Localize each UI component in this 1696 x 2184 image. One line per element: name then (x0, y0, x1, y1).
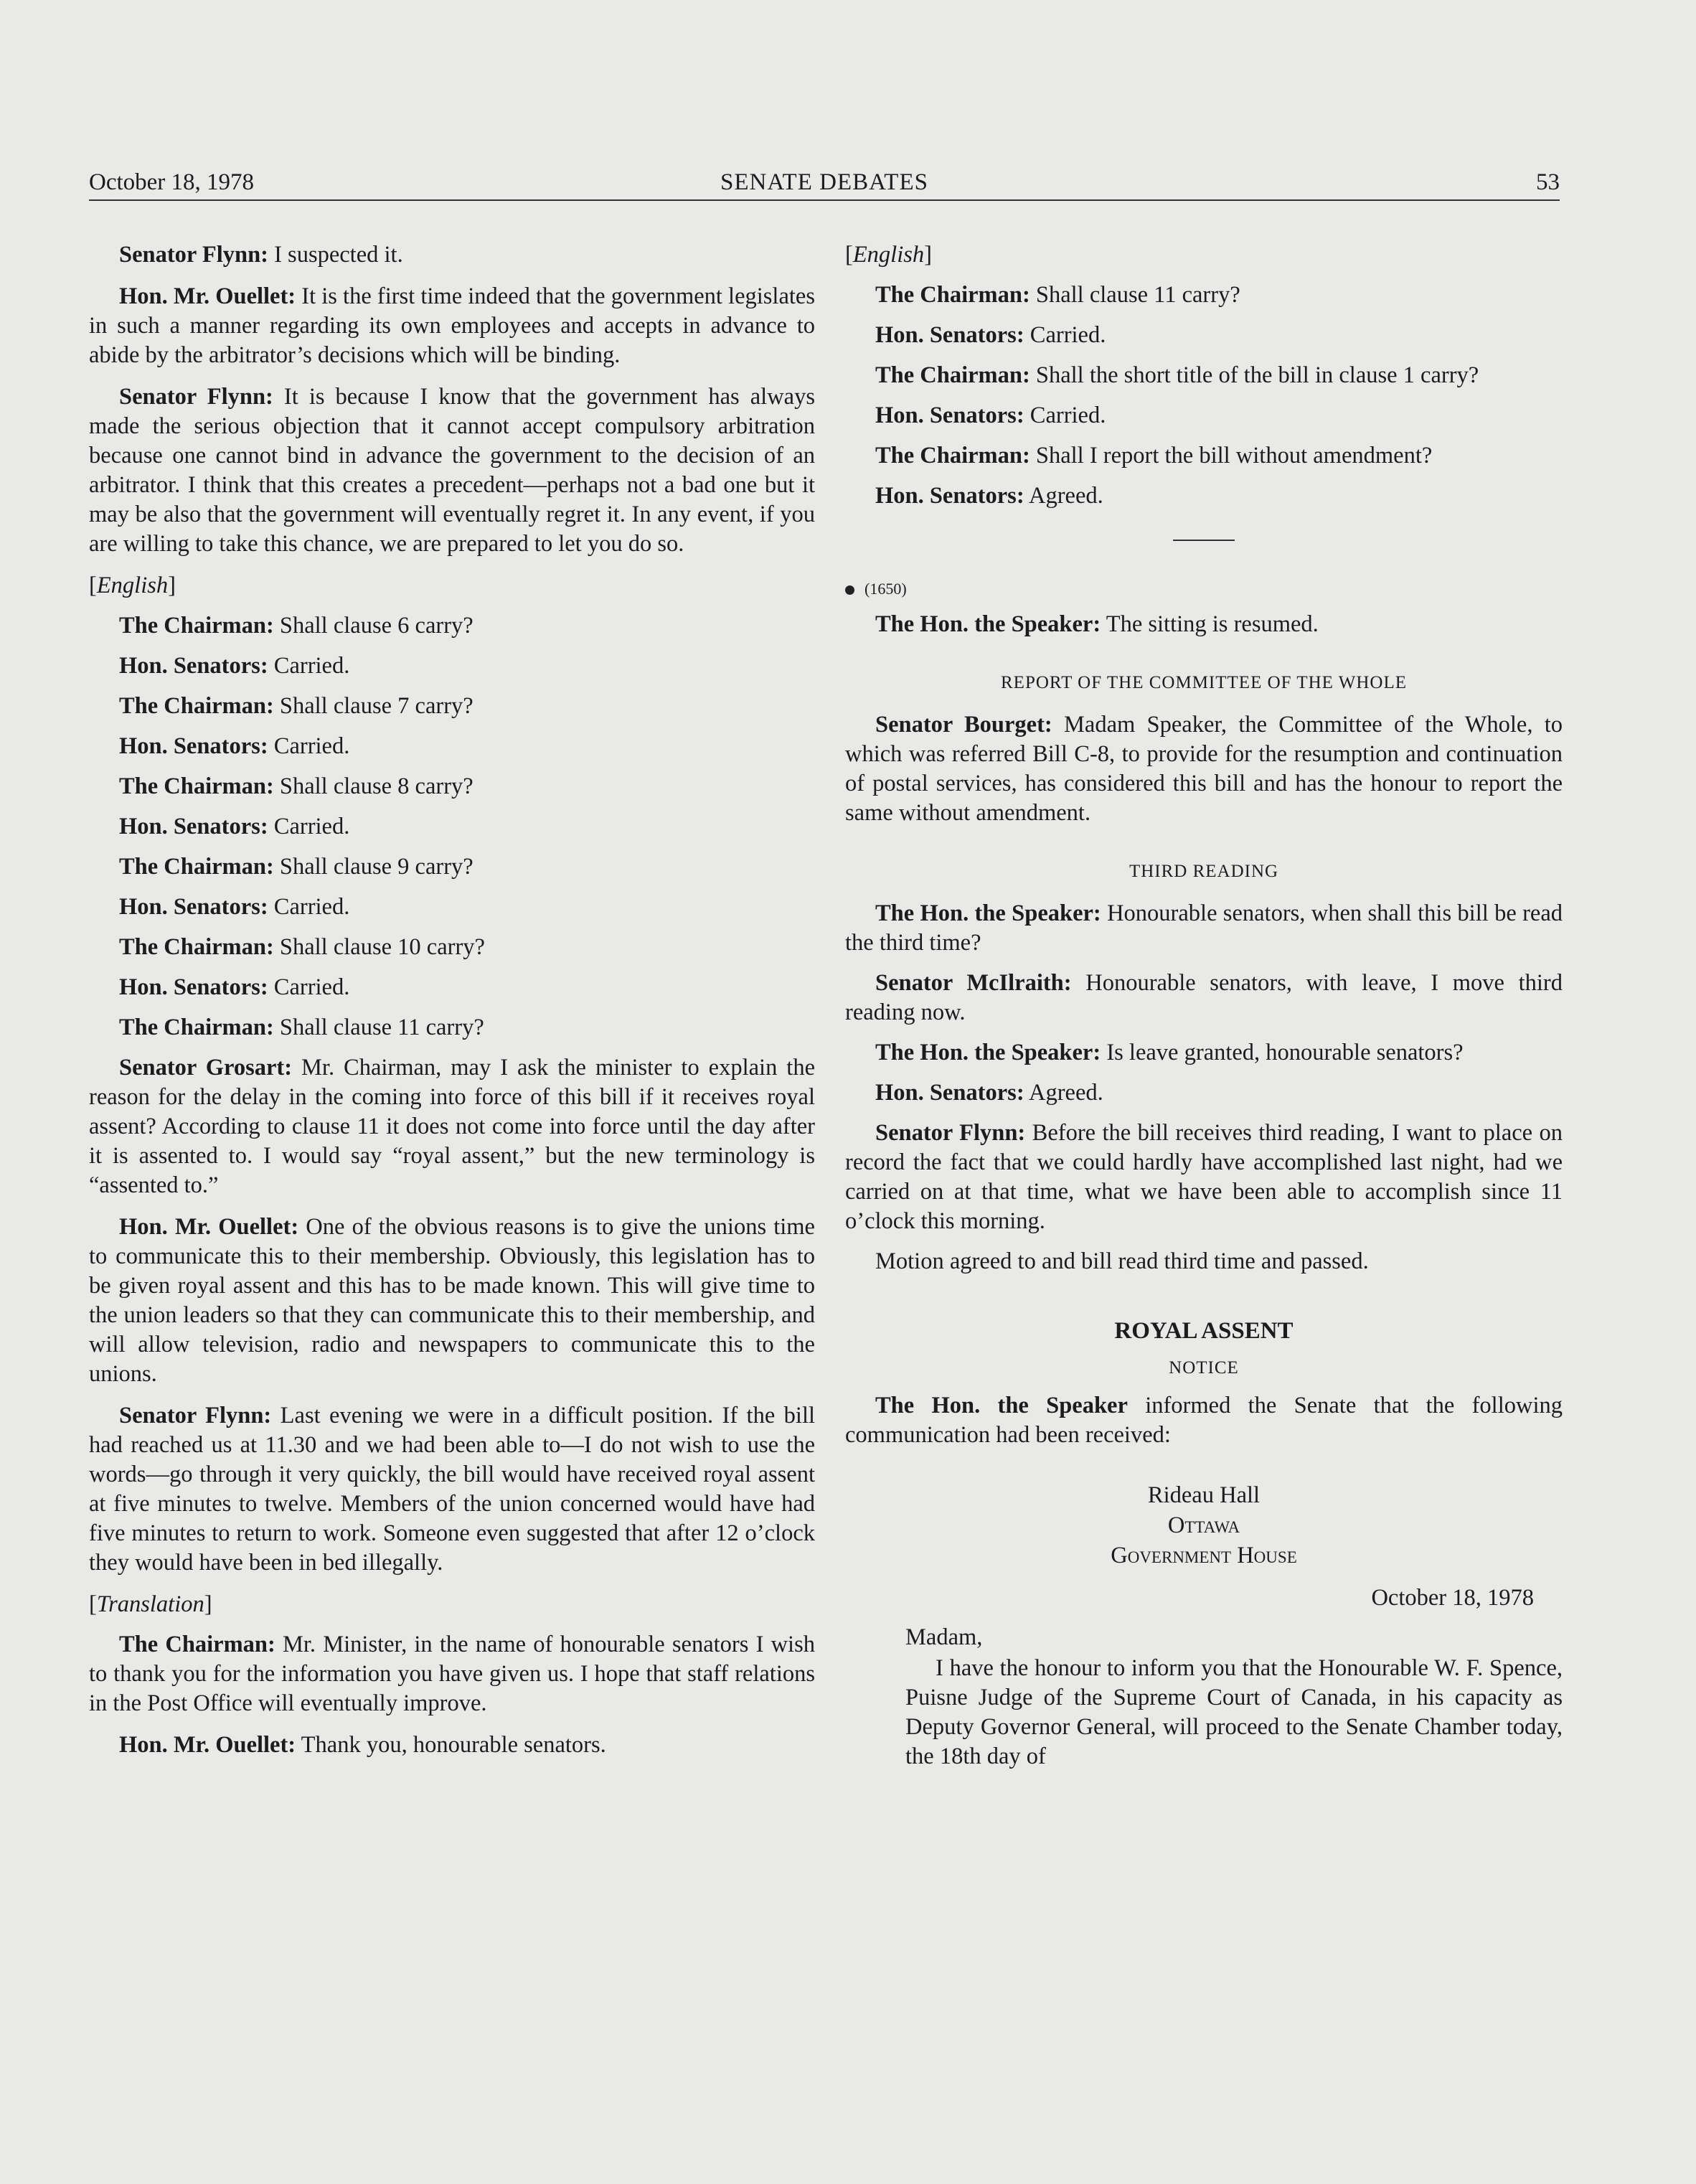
speech: Hon. Senators: Carried. (875, 322, 1106, 348)
speech: The Chairman: Shall clause 7 carry? (119, 693, 474, 719)
bullet-icon (845, 585, 854, 595)
speech: Hon. Senators: Carried. (119, 894, 350, 920)
speech: Hon. Mr. Ouellet: Thank you, honourable senators. (119, 1732, 606, 1758)
speech: The Hon. the Speaker: Honourable senators, when shall this bill be read the third time? (845, 900, 1563, 956)
speech: The Chairman: Shall I report the bill without amendment? (875, 443, 1433, 469)
letter-text: I have the honour to inform you that the Honourable W. F. Spence, Puisne Judge of the Supreme Court of Canada, in his capacity as Deputy Governor General, will proceed to the Senate Chamber today, the 18th day of (905, 1655, 1563, 1769)
speech: The Chairman: Shall clause 11 carry? (119, 1015, 484, 1040)
header-date: October 18, 1978 (89, 169, 255, 195)
speech: Hon. Senators: Carried. (119, 814, 350, 839)
section-divider (1173, 540, 1235, 541)
language-marker: [English] (89, 573, 176, 598)
speech: Hon. Senators: Carried. (119, 974, 350, 1000)
speech: The Hon. the Speaker: The sitting is resumed. (875, 611, 1319, 637)
speech: The Chairman: Mr. Minister, in the name of honourable senators I wish to thank you for the information you have given us. I hope that staff relations in the Post Office will eventually improve. (89, 1632, 815, 1716)
speech: Hon. Senators: Carried. (119, 653, 350, 679)
speech: Senator Grosart: Mr. Chairman, may I ask the minister to explain the reason for the delay in the coming into force of this bill if it receives royal assent? According to clause 11 it does not come into force until the day after it is assented to. I would say “royal assent,” but the new terminology is “assented to.” (89, 1055, 815, 1198)
speech: Senator Flynn: Before the bill receives third reading, I want to place on record the fact that we could hardly have accomplished last night, had we carried on at that time, what we have been able to accomplish since 11 o’clock this morning. (845, 1120, 1563, 1234)
royal-assent-heading: ROYAL ASSENT (1114, 1318, 1294, 1344)
left-column (89, 240, 815, 1772)
speech: The Chairman: Shall clause 8 carry? (119, 773, 474, 799)
third-reading-heading: THIRD READING (1129, 862, 1279, 881)
speech: Hon. Senators: Agreed. (875, 1080, 1103, 1106)
speech: The Chairman: Shall clause 10 carry? (119, 934, 485, 960)
speech: Hon. Senators: Carried. (875, 403, 1106, 428)
speech: Senator Flynn: It is because I know that the government has always made the serious objection that it cannot accept compulsory arbitration because one cannot bind in advance the government to the decision of an arbitrator. I think that this creates a precedent—perhaps not a bad one but it may be also that the government will eventually regret it. In any event, if you are willing to take this chance, we are prepared to let you do so. (89, 384, 815, 557)
letter-place: Rideau Hall (1147, 1482, 1261, 1508)
speech: Hon. Senators: Agreed. (875, 483, 1103, 509)
speech: The Chairman: Shall the short title of the bill in clause 1 carry? (875, 362, 1479, 388)
language-marker: [Translation] (89, 1591, 212, 1617)
language-marker: [English] (845, 242, 932, 268)
speech: The Chairman: Shall clause 9 carry? (119, 854, 474, 880)
speech: Senator Bourget: Madam Speaker, the Committee of the Whole, to which was referred Bill C-8, to provide for the resumption and continuation of postal services, has considered this bill and has the honour to report the same without amendment. (845, 712, 1563, 826)
speech: The Hon. the Speaker: Is leave granted, honourable senators? (875, 1040, 1464, 1065)
time-marker: (1650) (845, 578, 1563, 600)
speech: The Hon. the Speaker informed the Senate that the following communication had been received: (845, 1393, 1563, 1448)
speech: Hon. Mr. Ouellet: It is the first time indeed that the government legislates in such a manner regarding its own employees and accepts in advance to abide by the arbitrator’s decisions which will be binding. (89, 283, 815, 368)
letter-body (905, 1623, 1563, 1771)
motion-text: Motion agreed to and bill read third time and passed. (875, 1248, 1369, 1274)
letter-address (845, 1480, 1563, 1571)
speech: Senator McIlraith: Honourable senators, with leave, I move third reading now. (845, 970, 1563, 1025)
right-column (845, 240, 1563, 1771)
header-title: SENATE DEBATES (720, 169, 928, 195)
report-heading: REPORT OF THE COMMITTEE OF THE WHOLE (1001, 673, 1407, 692)
speech: Hon. Senators: Carried. (119, 733, 350, 759)
notice-heading: NOTICE (1169, 1358, 1239, 1378)
page-number: 53 (1536, 169, 1560, 195)
speech: Hon. Mr. Ouellet: One of the obvious reasons is to give the unions time to communicate this to their membership. Obviously, this legislation has to be given royal assent and this has to be made known. This will give time to the union leaders so that they can communicate this to their membership, and will allow television, radio and newspapers to communicate this to the unions. (89, 1214, 815, 1387)
speech: Senator Flynn: I suspected it. (119, 242, 403, 268)
letter-salutation: Madam, (905, 1624, 983, 1650)
letter-city: Ottawa (1167, 1512, 1240, 1538)
letter-house: Government House (1111, 1543, 1297, 1568)
letter-date: October 18, 1978 (1371, 1585, 1534, 1611)
speech: The Chairman: Shall clause 11 carry? (875, 282, 1240, 308)
page-header (89, 165, 1560, 201)
speech: The Chairman: Shall clause 6 carry? (119, 613, 474, 639)
speech: Senator Flynn: Last evening we were in a difficult position. If the bill had reached us at 11.30 and we had been able to—I do not wish to use the words—go through it very quickly, the bill would have received royal assent at five minutes to twelve. Members of the union concerned would have had five minutes to return to work. Someone even suggested that after 12 o’clock they would have been in bed illegally. (89, 1403, 816, 1576)
